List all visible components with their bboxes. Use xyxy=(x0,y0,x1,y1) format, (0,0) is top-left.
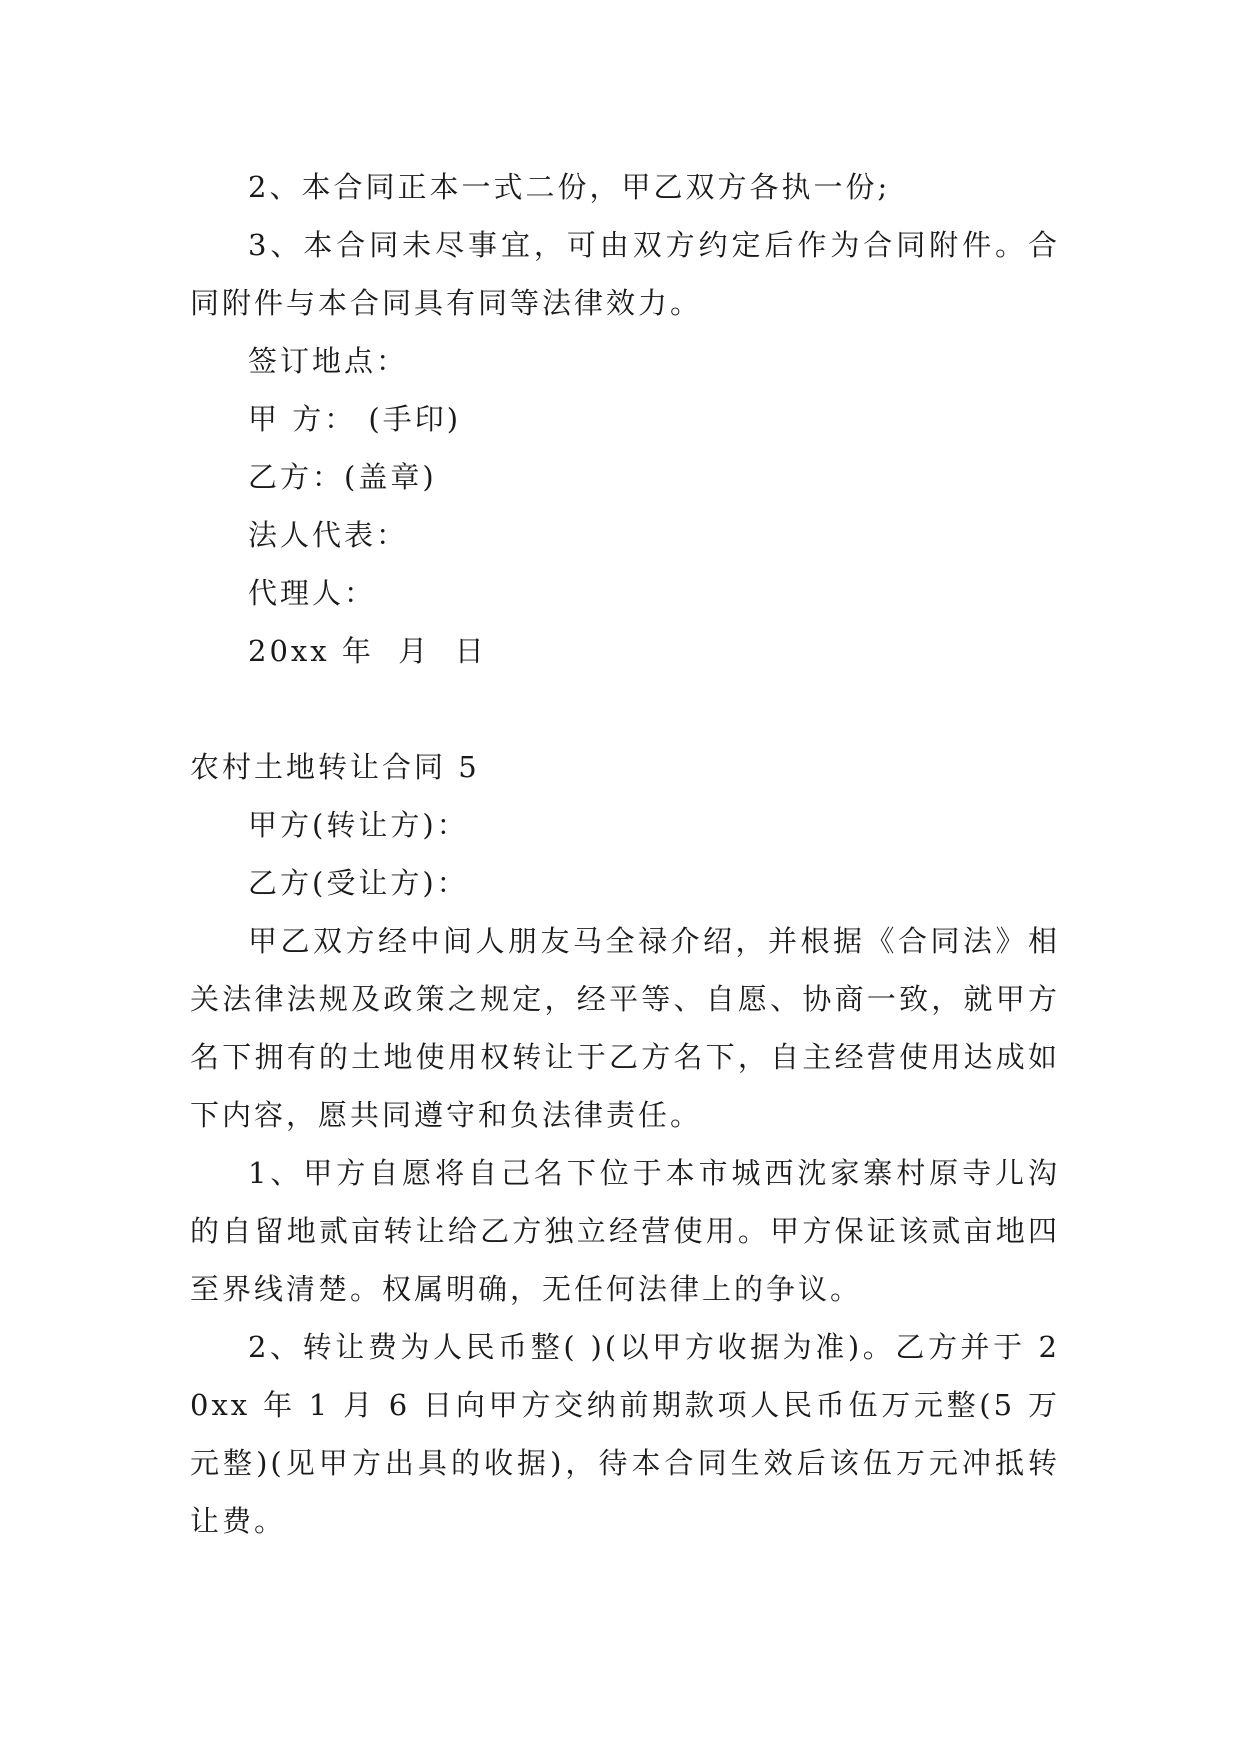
contract-clause-1: 1、甲方自愿将自己名下位于本市城西沈家寨村原寺儿沟的自留地贰亩转让给乙方独立经营使用。甲方保证该贰亩地四至界线清楚。权属明确，无任何法律上的争议。 xyxy=(190,1156,1060,1306)
contract-party-b: 乙方(受让方)： xyxy=(248,866,469,900)
section-gap xyxy=(190,680,1060,738)
signing-legal-rep: 法人代表： xyxy=(248,518,409,552)
contract-title: 农村土地转让合同 5 xyxy=(190,750,480,784)
signing-agent: 代理人： xyxy=(248,576,377,610)
contract-clause-2: 2、转让费为人民币整( )(以甲方收据为准)。乙方并于 20xx 年 1 月 6 日向甲方交纳前期款项人民币伍万元整(5 万元整)(见甲方出具的收据)，待本合同生效后该伍万元冲抵转让费。 xyxy=(190,1330,1060,1538)
signing-date: 20xx 年 月 日 xyxy=(248,634,487,668)
clause-3-annex: 3、本合同未尽事宜，可由双方约定后作为合同附件。合同附件与本合同具有同等法律效力。 xyxy=(190,228,1060,320)
signing-place: 签订地点： xyxy=(248,344,409,378)
contract-party-a: 甲方(转让方)： xyxy=(248,808,469,842)
clause-2-copies: 2、本合同正本一式二份，甲乙双方各执一份; xyxy=(248,170,891,204)
signing-party-a: 甲 方： (手印) xyxy=(248,402,462,436)
signing-party-b: 乙方：(盖章) xyxy=(248,460,437,494)
contract-intro: 甲乙双方经中间人朋友马全禄介绍，并根据《合同法》相关法律法规及政策之规定，经平等、自愿、协商一致，就甲方名下拥有的土地使用权转让于乙方名下，自主经营使用达成如下内容，愿共同遵守和负法律责任。 xyxy=(190,924,1060,1132)
document-body xyxy=(190,158,1060,1550)
